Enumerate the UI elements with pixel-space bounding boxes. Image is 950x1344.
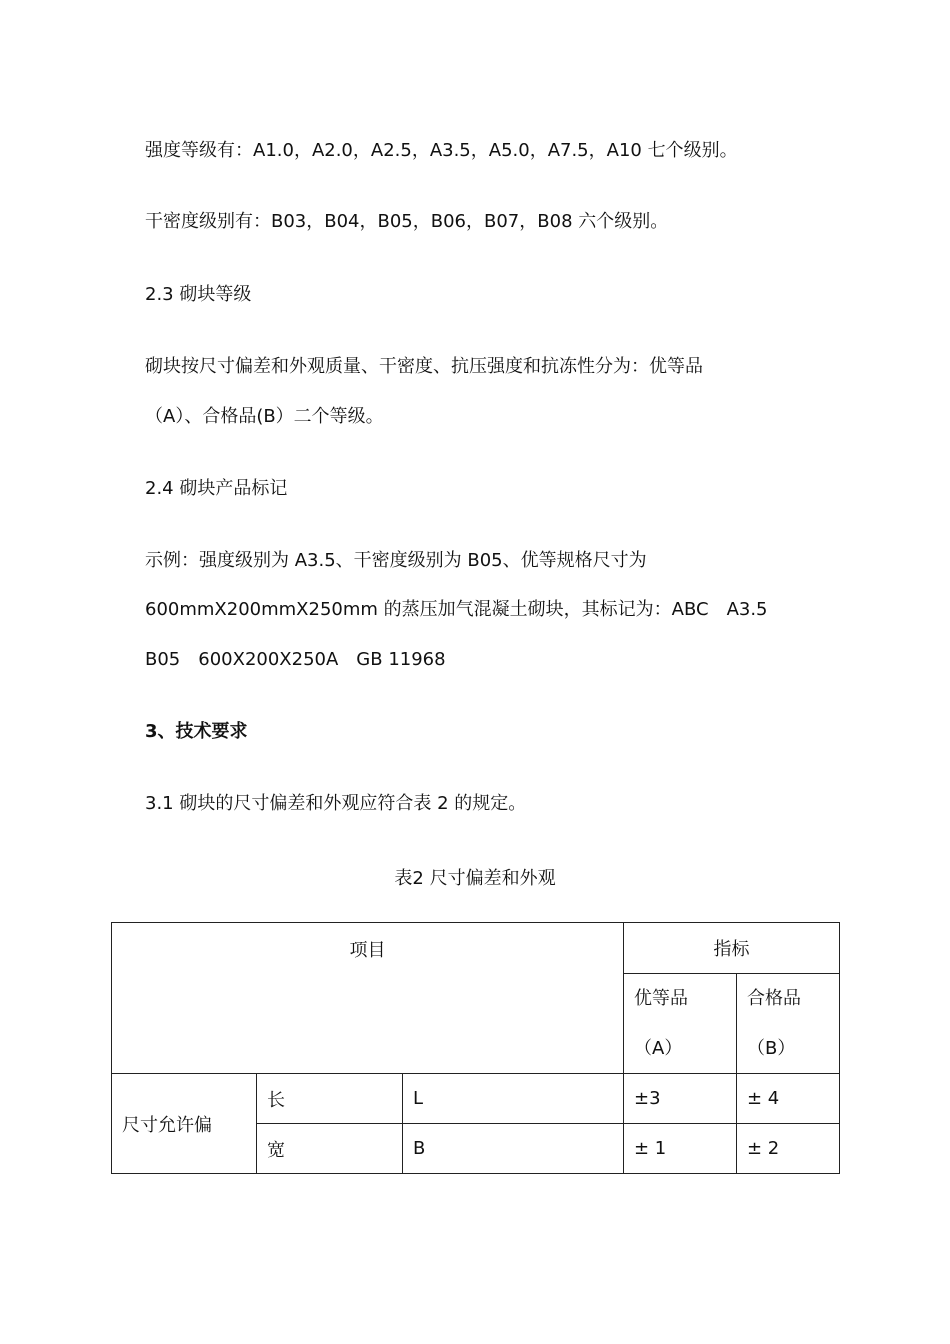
grade-b-code: （B） — [747, 1037, 796, 1059]
grade-b-header-cell — [737, 974, 840, 1074]
section-heading-2-4: 2.4 砌块产品标记 — [145, 478, 288, 499]
section-heading-3: 3、技术要求 — [145, 721, 248, 742]
group-label-cell — [112, 1074, 257, 1174]
header-item-cell — [112, 923, 624, 1074]
header-item-label: 项目 — [349, 940, 386, 961]
grade-a-label: 优等品 — [634, 987, 688, 1009]
row-grade-a-cell: ±3 — [624, 1074, 737, 1124]
example-line-1: 示例：强度级别为 A3.5、干密度级别为 B05、优等规格尺寸为 — [145, 550, 647, 571]
example-line-2: 600mmX200mmX250mm 的蒸压加气混凝土砌块，其标记为：ABC A3.5 — [145, 599, 768, 620]
grade-a-header-cell — [624, 974, 737, 1074]
row-name-cell: 宽 — [257, 1124, 403, 1174]
table-row — [112, 1074, 840, 1124]
row-symbol-cell: B — [403, 1124, 624, 1174]
grade-description-line-2: （A）、合格品(B）二个等级。 — [145, 406, 384, 427]
row-grade-b-cell: ± 4 — [737, 1074, 840, 1124]
grade-b-label: 合格品 — [747, 987, 801, 1009]
strength-grades-text: 强度等级有：A1.0，A2.0，A2.5，A3.5，A5.0，A7.5，A10 七个级别。 — [145, 140, 738, 161]
header-index-label: 指标 — [713, 939, 750, 960]
table-caption: 表2 尺寸偏差和外观 — [394, 868, 556, 889]
section-3-1-text: 3.1 砌块的尺寸偏差和外观应符合表 2 的规定。 — [145, 793, 527, 814]
row-symbol-cell: L — [403, 1074, 624, 1124]
grade-description-line-1: 砌块按尺寸偏差和外观质量、干密度、抗压强度和抗冻性分为：优等品 — [145, 356, 703, 377]
grade-a-code: （A） — [634, 1037, 683, 1059]
row-grade-a-cell: ± 1 — [624, 1124, 737, 1174]
group-label: 尺寸允许偏 — [122, 1114, 212, 1136]
header-index-cell — [624, 923, 840, 974]
example-line-3: B05 600X200X250A GB 11968 — [145, 649, 446, 670]
dimension-deviation-table — [111, 922, 840, 1174]
density-grades-text: 干密度级别有：B03，B04，B05，B06，B07，B08 六个级别。 — [145, 211, 669, 232]
row-grade-b-cell: ± 2 — [737, 1124, 840, 1174]
section-heading-2-3: 2.3 砌块等级 — [145, 284, 252, 305]
row-name-cell: 长 — [257, 1074, 403, 1124]
